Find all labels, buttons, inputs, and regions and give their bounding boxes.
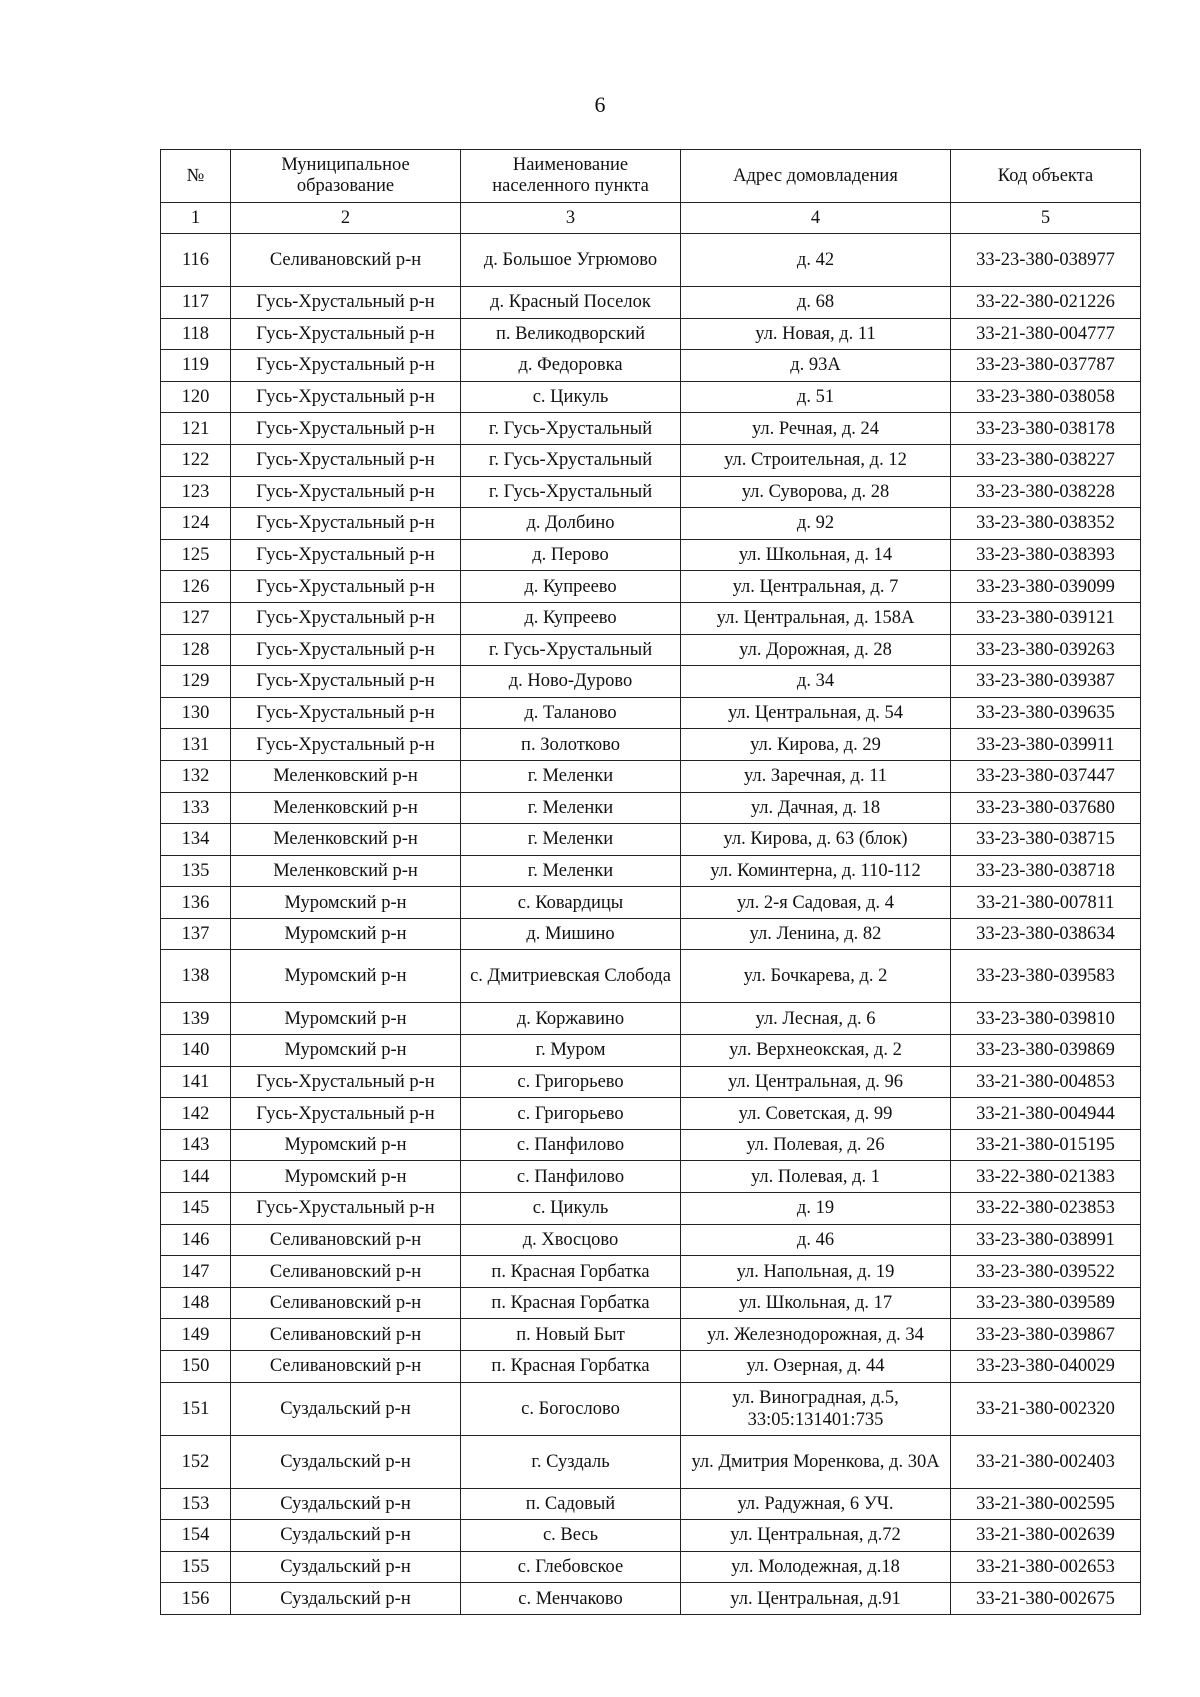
settlement-cell: г. Гусь-Хрустальный	[461, 476, 681, 508]
object-code-cell: 33-23-380-038352	[951, 508, 1141, 540]
table-row	[161, 697, 1141, 729]
row-number: 123	[161, 476, 231, 508]
municipality-cell: Меленковский р-н	[231, 855, 461, 887]
object-code-cell: 33-23-380-039522	[951, 1256, 1141, 1288]
municipality-cell: Гусь-Хрустальный р-н	[231, 476, 461, 508]
header-settlement: Наименование населенного пункта	[461, 150, 681, 203]
settlement-cell: с. Григорьево	[461, 1098, 681, 1130]
object-code-cell: 33-23-380-038227	[951, 444, 1141, 476]
municipality-cell: Селивановский р-н	[231, 1287, 461, 1319]
settlement-cell: с. Богослово	[461, 1382, 681, 1435]
address-cell: д. 34	[681, 666, 951, 698]
table-row	[161, 1551, 1141, 1583]
row-number: 147	[161, 1256, 231, 1288]
address-cell: д. 19	[681, 1193, 951, 1225]
row-number: 129	[161, 666, 231, 698]
municipality-cell: Гусь-Хрустальный р-н	[231, 697, 461, 729]
address-cell: д. 68	[681, 287, 951, 319]
column-number: 1	[161, 203, 231, 234]
municipality-cell: Селивановский р-н	[231, 1224, 461, 1256]
municipality-cell: Муромский р-н	[231, 950, 461, 1003]
municipality-cell: Гусь-Хрустальный р-н	[231, 539, 461, 571]
table-row	[161, 666, 1141, 698]
row-number: 146	[161, 1224, 231, 1256]
row-number: 124	[161, 508, 231, 540]
row-number: 137	[161, 918, 231, 950]
municipality-cell: Меленковский р-н	[231, 760, 461, 792]
row-number: 145	[161, 1193, 231, 1225]
settlement-cell: с. Панфилово	[461, 1161, 681, 1193]
column-number: 3	[461, 203, 681, 234]
object-code-cell: 33-23-380-038228	[951, 476, 1141, 508]
municipality-cell: Селивановский р-н	[231, 1351, 461, 1383]
address-cell: ул. Дачная, д. 18	[681, 792, 951, 824]
table-row	[161, 476, 1141, 508]
address-cell: ул. Советская, д. 99	[681, 1098, 951, 1130]
object-code-cell: 33-21-380-002320	[951, 1382, 1141, 1435]
object-code-cell: 33-23-380-038991	[951, 1224, 1141, 1256]
address-cell: ул. Полевая, д. 26	[681, 1129, 951, 1161]
municipality-cell: Гусь-Хрустальный р-н	[231, 318, 461, 350]
row-number: 138	[161, 950, 231, 1003]
settlement-cell: п. Красная Горбатка	[461, 1256, 681, 1288]
row-number: 125	[161, 539, 231, 571]
row-number: 144	[161, 1161, 231, 1193]
object-code-cell: 33-21-380-004944	[951, 1098, 1141, 1130]
settlement-cell: д. Коржавино	[461, 1003, 681, 1035]
row-number: 148	[161, 1287, 231, 1319]
address-cell: д. 93А	[681, 350, 951, 382]
object-code-cell: 33-21-380-007811	[951, 887, 1141, 919]
object-code-cell: 33-21-380-004853	[951, 1066, 1141, 1098]
municipality-cell: Муромский р-н	[231, 1035, 461, 1067]
address-cell: ул. Центральная, д. 96	[681, 1066, 951, 1098]
address-cell: ул. Центральная, д. 7	[681, 571, 951, 603]
column-number-row	[161, 203, 1141, 234]
address-cell: ул. Школьная, д. 14	[681, 539, 951, 571]
object-code-cell: 33-23-380-037680	[951, 792, 1141, 824]
row-number: 151	[161, 1382, 231, 1435]
address-cell: ул. Речная, д. 24	[681, 413, 951, 445]
settlement-cell: д. Долбино	[461, 508, 681, 540]
table-row	[161, 1520, 1141, 1552]
address-cell: ул. Коминтерна, д. 110-112	[681, 855, 951, 887]
address-cell: ул. Ленина, д. 82	[681, 918, 951, 950]
address-cell: ул. Кирова, д. 63 (блок)	[681, 824, 951, 856]
settlement-cell: г. Гусь-Хрустальный	[461, 444, 681, 476]
column-number: 4	[681, 203, 951, 234]
municipality-cell: Меленковский р-н	[231, 824, 461, 856]
object-code-cell: 33-23-380-038178	[951, 413, 1141, 445]
address-cell: ул. Кирова, д. 29	[681, 729, 951, 761]
address-cell: ул. 2-я Садовая, д. 4	[681, 887, 951, 919]
object-code-cell: 33-23-380-039635	[951, 697, 1141, 729]
object-code-cell: 33-23-380-038058	[951, 381, 1141, 413]
row-number: 136	[161, 887, 231, 919]
row-number: 118	[161, 318, 231, 350]
object-code-cell: 33-21-380-002403	[951, 1435, 1141, 1488]
address-cell: д. 46	[681, 1224, 951, 1256]
settlement-cell: г. Суздаль	[461, 1435, 681, 1488]
municipality-cell: Суздальский р-н	[231, 1583, 461, 1615]
address-cell: д. 92	[681, 508, 951, 540]
object-code-cell: 33-23-380-038393	[951, 539, 1141, 571]
address-cell: ул. Новая, д. 11	[681, 318, 951, 350]
row-number: 135	[161, 855, 231, 887]
settlement-cell: с. Весь	[461, 1520, 681, 1552]
municipality-cell: Гусь-Хрустальный р-н	[231, 634, 461, 666]
settlement-cell: д. Красный Поселок	[461, 287, 681, 319]
header-row	[161, 150, 1141, 203]
municipality-cell: Гусь-Хрустальный р-н	[231, 602, 461, 634]
object-code-cell: 33-23-380-039387	[951, 666, 1141, 698]
header-object-code: Код объекта	[951, 150, 1141, 203]
object-code-cell: 33-22-380-023853	[951, 1193, 1141, 1225]
table-row	[161, 1256, 1141, 1288]
row-number: 121	[161, 413, 231, 445]
municipality-cell: Гусь-Хрустальный р-н	[231, 1066, 461, 1098]
object-code-cell: 33-21-380-002639	[951, 1520, 1141, 1552]
settlement-cell: с. Цикуль	[461, 1193, 681, 1225]
table-row	[161, 539, 1141, 571]
table-row	[161, 1583, 1141, 1615]
row-number: 154	[161, 1520, 231, 1552]
row-number: 116	[161, 234, 231, 287]
table-row	[161, 1488, 1141, 1520]
object-code-cell: 33-23-380-038715	[951, 824, 1141, 856]
table-row	[161, 1129, 1141, 1161]
table-row	[161, 602, 1141, 634]
header-address: Адрес домовладения	[681, 150, 951, 203]
object-code-cell: 33-23-380-039121	[951, 602, 1141, 634]
address-cell: ул. Центральная, д. 158А	[681, 602, 951, 634]
address-cell: ул. Центральная, д.91	[681, 1583, 951, 1615]
address-cell: ул. Школьная, д. 17	[681, 1287, 951, 1319]
settlement-cell: г. Гусь-Хрустальный	[461, 413, 681, 445]
municipality-cell: Гусь-Хрустальный р-н	[231, 1193, 461, 1225]
row-number: 120	[161, 381, 231, 413]
settlement-cell: г. Меленки	[461, 855, 681, 887]
settlement-cell: п. Красная Горбатка	[461, 1287, 681, 1319]
municipality-cell: Муромский р-н	[231, 918, 461, 950]
row-number: 119	[161, 350, 231, 382]
address-cell: ул. Дмитрия Моренкова, д. 30А	[681, 1435, 951, 1488]
table-row	[161, 1382, 1141, 1435]
municipality-cell: Муромский р-н	[231, 1129, 461, 1161]
table-row	[161, 760, 1141, 792]
table-row	[161, 634, 1141, 666]
row-number: 143	[161, 1129, 231, 1161]
settlement-cell: г. Меленки	[461, 792, 681, 824]
municipality-cell: Суздальский р-н	[231, 1382, 461, 1435]
row-number: 152	[161, 1435, 231, 1488]
table-row	[161, 1193, 1141, 1225]
object-code-cell: 33-23-380-037447	[951, 760, 1141, 792]
object-code-cell: 33-21-380-015195	[951, 1129, 1141, 1161]
address-cell: ул. Центральная, д.72	[681, 1520, 951, 1552]
table-row	[161, 1035, 1141, 1067]
object-code-cell: 33-22-380-021383	[951, 1161, 1141, 1193]
address-cell: ул. Центральная, д. 54	[681, 697, 951, 729]
municipality-cell: Муромский р-н	[231, 1003, 461, 1035]
settlement-cell: п. Новый Быт	[461, 1319, 681, 1351]
table-row	[161, 444, 1141, 476]
row-number: 127	[161, 602, 231, 634]
row-number: 132	[161, 760, 231, 792]
settlement-cell: г. Муром	[461, 1035, 681, 1067]
table-row	[161, 508, 1141, 540]
table-row	[161, 1161, 1141, 1193]
object-code-cell: 33-23-380-039869	[951, 1035, 1141, 1067]
table-row	[161, 792, 1141, 824]
municipality-cell: Гусь-Хрустальный р-н	[231, 381, 461, 413]
page-number: 6	[594, 92, 606, 117]
municipality-cell: Суздальский р-н	[231, 1551, 461, 1583]
settlement-cell: с. Менчаково	[461, 1583, 681, 1615]
table-row	[161, 950, 1141, 1003]
municipality-cell: Гусь-Хрустальный р-н	[231, 444, 461, 476]
settlement-cell: д. Таланово	[461, 697, 681, 729]
municipality-cell: Селивановский р-н	[231, 234, 461, 287]
table-row	[161, 729, 1141, 761]
settlement-cell: д. Хвосцово	[461, 1224, 681, 1256]
object-code-cell: 33-23-380-038718	[951, 855, 1141, 887]
registry-table	[160, 149, 1141, 1615]
row-number: 141	[161, 1066, 231, 1098]
object-code-cell: 33-23-380-038634	[951, 918, 1141, 950]
object-code-cell: 33-23-380-039911	[951, 729, 1141, 761]
object-code-cell: 33-22-380-021226	[951, 287, 1141, 319]
row-number: 128	[161, 634, 231, 666]
address-cell: ул. Виноградная, д.5, 33:05:131401:735	[681, 1382, 951, 1435]
row-number: 126	[161, 571, 231, 603]
municipality-cell: Гусь-Хрустальный р-н	[231, 350, 461, 382]
table-row	[161, 350, 1141, 382]
table-row	[161, 1351, 1141, 1383]
address-cell: ул. Полевая, д. 1	[681, 1161, 951, 1193]
municipality-cell: Гусь-Хрустальный р-н	[231, 508, 461, 540]
object-code-cell: 33-23-380-039867	[951, 1319, 1141, 1351]
municipality-cell: Суздальский р-н	[231, 1520, 461, 1552]
address-cell: д. 42	[681, 234, 951, 287]
municipality-cell: Гусь-Хрустальный р-н	[231, 729, 461, 761]
table-body	[161, 234, 1141, 1615]
address-cell: ул. Напольная, д. 19	[681, 1256, 951, 1288]
settlement-cell: с. Ковардицы	[461, 887, 681, 919]
settlement-cell: д. Купреево	[461, 571, 681, 603]
table-row	[161, 1319, 1141, 1351]
table-row	[161, 887, 1141, 919]
object-code-cell: 33-23-380-039583	[951, 950, 1141, 1003]
table-row	[161, 1435, 1141, 1488]
settlement-cell: п. Золотково	[461, 729, 681, 761]
row-number: 139	[161, 1003, 231, 1035]
object-code-cell: 33-21-380-004777	[951, 318, 1141, 350]
row-number: 131	[161, 729, 231, 761]
municipality-cell: Селивановский р-н	[231, 1256, 461, 1288]
address-cell: ул. Заречная, д. 11	[681, 760, 951, 792]
table-row	[161, 1224, 1141, 1256]
settlement-cell: п. Садовый	[461, 1488, 681, 1520]
municipality-cell: Суздальский р-н	[231, 1488, 461, 1520]
settlement-cell: п. Красная Горбатка	[461, 1351, 681, 1383]
header-municipality: Муниципальное образование	[231, 150, 461, 203]
table-row	[161, 824, 1141, 856]
settlement-cell: с. Григорьево	[461, 1066, 681, 1098]
table-row	[161, 1003, 1141, 1035]
column-number: 2	[231, 203, 461, 234]
settlement-cell: п. Великодворский	[461, 318, 681, 350]
settlement-cell: д. Мишино	[461, 918, 681, 950]
table-row	[161, 855, 1141, 887]
row-number: 156	[161, 1583, 231, 1615]
settlement-cell: г. Гусь-Хрустальный	[461, 634, 681, 666]
address-cell: ул. Верхнеокская, д. 2	[681, 1035, 951, 1067]
address-cell: ул. Молодежная, д.18	[681, 1551, 951, 1583]
table-row	[161, 1287, 1141, 1319]
row-number: 150	[161, 1351, 231, 1383]
municipality-cell: Гусь-Хрустальный р-н	[231, 666, 461, 698]
table-row	[161, 381, 1141, 413]
address-cell: ул. Радужная, 6 УЧ.	[681, 1488, 951, 1520]
table-row	[161, 1066, 1141, 1098]
settlement-cell: д. Большое Угрюмово	[461, 234, 681, 287]
settlement-cell: с. Дмитриевская Слобода	[461, 950, 681, 1003]
settlement-cell: с. Панфилово	[461, 1129, 681, 1161]
object-code-cell: 33-23-380-037787	[951, 350, 1141, 382]
municipality-cell: Суздальский р-н	[231, 1435, 461, 1488]
row-number: 133	[161, 792, 231, 824]
settlement-cell: с. Глебовское	[461, 1551, 681, 1583]
row-number: 122	[161, 444, 231, 476]
row-number: 134	[161, 824, 231, 856]
object-code-cell: 33-23-380-038977	[951, 234, 1141, 287]
settlement-cell: д. Федоровка	[461, 350, 681, 382]
object-code-cell: 33-23-380-039263	[951, 634, 1141, 666]
address-cell: ул. Дорожная, д. 28	[681, 634, 951, 666]
settlement-cell: д. Ново-Дурово	[461, 666, 681, 698]
settlement-cell: д. Перово	[461, 539, 681, 571]
object-code-cell: 33-23-380-039099	[951, 571, 1141, 603]
row-number: 142	[161, 1098, 231, 1130]
address-cell: ул. Лесная, д. 6	[681, 1003, 951, 1035]
address-cell: ул. Строительная, д. 12	[681, 444, 951, 476]
municipality-cell: Гусь-Хрустальный р-н	[231, 571, 461, 603]
table-row	[161, 918, 1141, 950]
header-number: №	[161, 150, 231, 203]
settlement-cell: с. Цикуль	[461, 381, 681, 413]
address-cell: ул. Суворова, д. 28	[681, 476, 951, 508]
row-number: 117	[161, 287, 231, 319]
table-row	[161, 234, 1141, 287]
row-number: 149	[161, 1319, 231, 1351]
municipality-cell: Муромский р-н	[231, 1161, 461, 1193]
column-number: 5	[951, 203, 1141, 234]
settlement-cell: д. Купреево	[461, 602, 681, 634]
table-row	[161, 318, 1141, 350]
municipality-cell: Муромский р-н	[231, 887, 461, 919]
row-number: 140	[161, 1035, 231, 1067]
municipality-cell: Гусь-Хрустальный р-н	[231, 287, 461, 319]
row-number: 155	[161, 1551, 231, 1583]
address-cell: д. 51	[681, 381, 951, 413]
row-number: 130	[161, 697, 231, 729]
object-code-cell: 33-23-380-040029	[951, 1351, 1141, 1383]
municipality-cell: Меленковский р-н	[231, 792, 461, 824]
address-cell: ул. Железнодорожная, д. 34	[681, 1319, 951, 1351]
municipality-cell: Гусь-Хрустальный р-н	[231, 1098, 461, 1130]
table-row	[161, 1098, 1141, 1130]
object-code-cell: 33-23-380-039589	[951, 1287, 1141, 1319]
address-cell: ул. Бочкарева, д. 2	[681, 950, 951, 1003]
object-code-cell: 33-21-380-002675	[951, 1583, 1141, 1615]
table-row	[161, 571, 1141, 603]
object-code-cell: 33-21-380-002595	[951, 1488, 1141, 1520]
address-cell: ул. Озерная, д. 44	[681, 1351, 951, 1383]
object-code-cell: 33-23-380-039810	[951, 1003, 1141, 1035]
table-row	[161, 287, 1141, 319]
settlement-cell: г. Меленки	[461, 824, 681, 856]
settlement-cell: г. Меленки	[461, 760, 681, 792]
municipality-cell: Гусь-Хрустальный р-н	[231, 413, 461, 445]
table-row	[161, 413, 1141, 445]
object-code-cell: 33-21-380-002653	[951, 1551, 1141, 1583]
municipality-cell: Селивановский р-н	[231, 1319, 461, 1351]
row-number: 153	[161, 1488, 231, 1520]
